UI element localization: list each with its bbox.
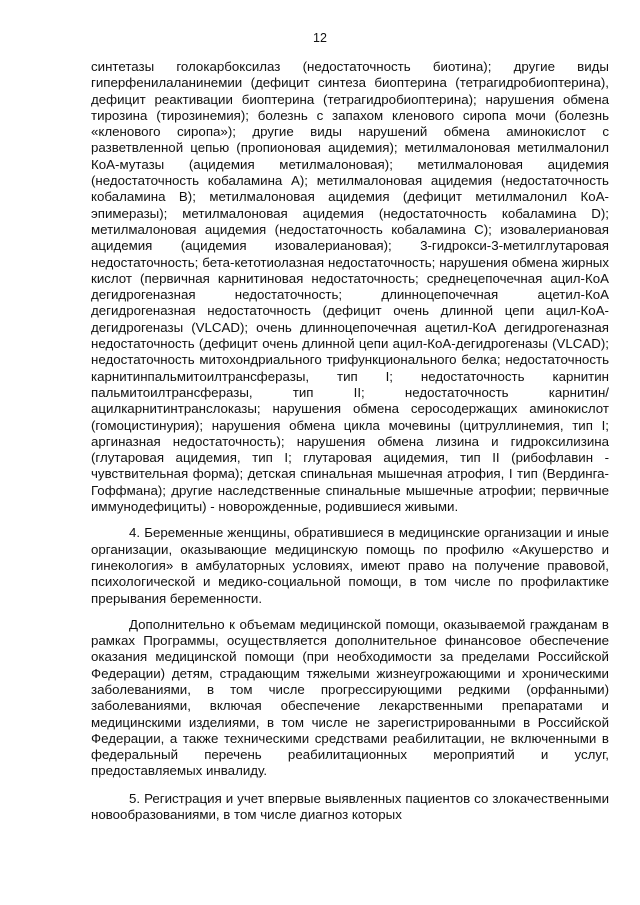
paragraph-newborn-screening-list: синтетазы голокарбоксилаз (недостаточность биотина); другие виды гиперфенилаланинемии (дефицит синтеза биоптерина (тетрагидробиоптерина), дефицит реактивации биоптерина (тетрагидробиоптерина); нарушения обмена тирозина (тирозинемия); болезнь с запахом кленового сиропа мочи (болезнь «кленового сиропа»); другие виды нарушений обмена аминокислот с разветвленной цепью (пропионовая ацидемия); метилмалоновая метилмалонил КоА-мутазы (ацидемия метилмалоновая); метилмалоновая ацидемия (недостаточность кобаламина А); метилмалоновая ацидемия (недостаточность кобаламина В); метилмалоновая ацидемия (дефицит метилмалонил КоА-эпимеразы); метилмалоновая ацидемия (недостаточность кобаламина D); метилмалоновая ацидемия (недостаточность кобаламина С); изовалериановая ацидемия (ацидемия изовалериановая); 3-гидрокси-3-метилглутаровая недостаточность; бета-кетотиолазная недостаточность; нарушения обмена жирных кислот (первичная карнитиновая недостаточность; среднецепочечная ацил-КоА дегидрогеназная недостаточность; длинноцепочечная ацетил-КоА дегидрогеназная недостаточность (дефицит очень длинной цепи ацил-КоА-дегидрогеназы (VLCAD); очень длинноцепочечная ацетил-КоА дегидрогеназная недостаточность (дефицит очень длинной цепи ацил-КоА-дегидрогеназы (VLCAD); недостаточность митохондриального трифункционального белка; недостаточность карнитинпальмитоилтрансферазы, тип I; недостаточность карнитин пальмитоилтрансферазы, тип II; недостаточность карнитин/ацилкарнитинтранслоказы; нарушения обмена серосодержащих аминокислот (гомоцистинурия); нарушения обмена цикла мочевины (цитруллинемия, тип I; аргиназная недостаточность); нарушения обмена лизина и гидроксилизина (глутаровая ацидемия, тип I; глутаровая ацидемия, тип II (рибофлавин - чувствительная форма); детская спинальная мышечная атрофия, I тип (Вердинга-Гоффмана); другие наследственные спинальные мышечные атрофии; первичные иммунодефициты) - новорожденные, родившиеся живыми. (91, 59, 609, 515)
page-number: 12 (313, 31, 327, 45)
paragraph-additional-financing: Дополнительно к объемам медицинской помощи, оказываемой гражданам в рамках Программы, осуществляется дополнительное финансовое обеспечение оказания медицинской помощи (при необходимости за пределами Российской Федерации) детям, страдающим тяжелыми жизнеугрожающими и хроническими заболеваниями, в том числе прогрессирующими редкими (орфанными) заболеваниями, включая обеспечение лекарственными препаратами и медицинскими изделиями, в том числе не зарегистрированными в Российской Федерации, а также техническими средствами реабилитации, не включенными в федеральный перечень реабилитационных мероприятий и услуг, предоставляемых инвалиду. (91, 616, 609, 779)
document-body (91, 59, 609, 823)
paragraph-pregnant-women-rights: 4. Беременные женщины, обратившиеся в медицинские организации и иные организации, оказывающие медицинскую помощь по профилю «Акушерство и гинекология» в амбулаторных условиях, имеют право на получение правовой, психологической и медико-социальной помощи, в том числе по профилактике прерывания беременности. (91, 525, 609, 606)
paragraph-cancer-registration: 5. Регистрация и учет впервые выявленных пациентов со злокачественными новообразованиями, в том числе диагноз которых (91, 790, 609, 823)
